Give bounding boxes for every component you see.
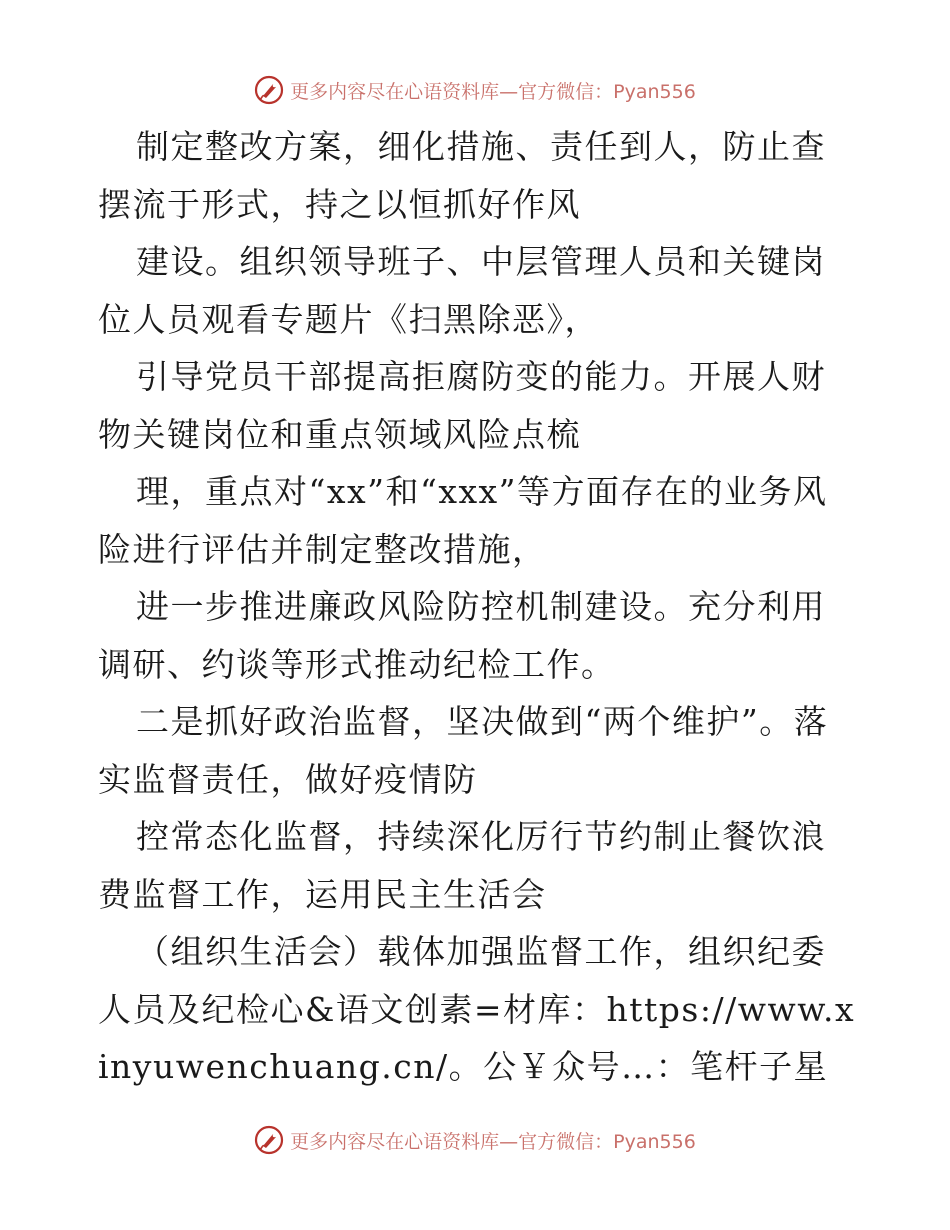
paragraph: 二是抓好政治监督，坚决做到“两个维护”。落实监督责任，做好疫情防 xyxy=(98,702,829,799)
footer-banner-text: 更多内容尽在心语资料库—官方微信：Pyan556 xyxy=(290,1130,696,1153)
paragraph: 进一步推进廉政风险防控机制建设。充分利用调研、约谈等形式推动纪检工作。 xyxy=(98,587,826,684)
paragraph: 控常态化监督，持续深化厉行节约制止餐饮浪费监督工作，运用民主生活会 xyxy=(98,817,826,914)
paragraph: 建设。组织领导班子、中层管理人员和关键岗位人员观看专题片《扫黑除恶》， xyxy=(98,242,826,339)
paragraph: 制定整改方案，细化措施、责任到人，防止查摆流于形式，持之以恒抓好作风 xyxy=(98,127,826,224)
document-body xyxy=(98,118,858,1096)
pen-nib-logo-icon xyxy=(254,1125,284,1155)
header-banner-text: 更多内容尽在心语资料库—官方微信：Pyan556 xyxy=(290,80,696,103)
paragraph: （组织生活会）载体加强监督工作，组织纪委人员及纪检心&语文创素=材库：https://www.xinyuwenchuang.cn/。公￥众号…：笔杆子星 xyxy=(98,932,856,1086)
paragraph: 引导党员干部提高拒腐防变的能力。开展人财物关键岗位和重点领域风险点梳 xyxy=(98,357,826,454)
footer-banner xyxy=(0,1120,950,1160)
paragraph: 理，重点对“xx”和“xxx”等方面存在的业务风险进行评估并制定整改措施， xyxy=(98,472,828,569)
pen-nib-logo-icon xyxy=(254,75,284,105)
header-banner xyxy=(0,70,950,110)
